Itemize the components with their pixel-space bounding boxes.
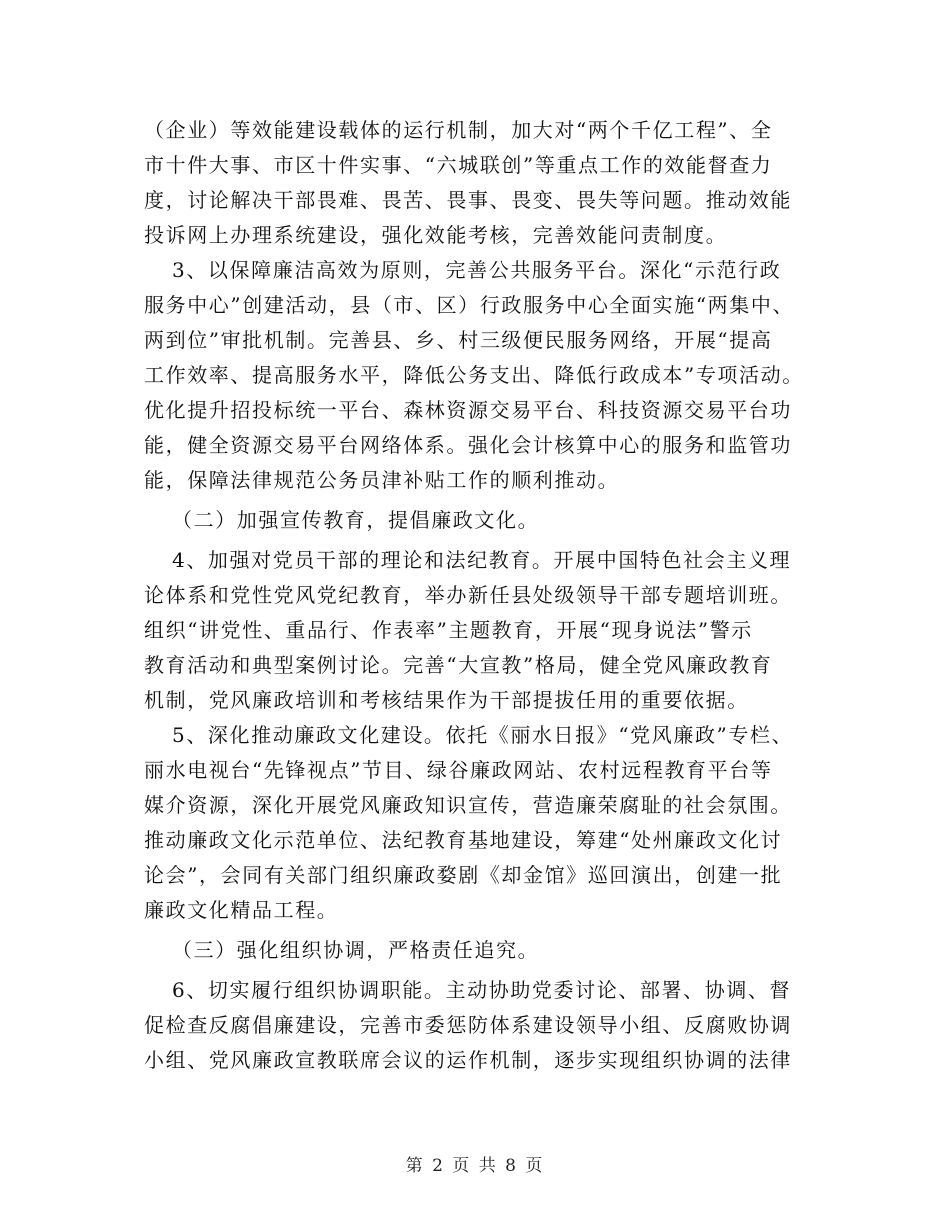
paragraph-line: 论体系和党性党风党纪教育，举办新任县处级领导干部专题培训班。 bbox=[144, 583, 792, 607]
paragraph-line: 丽水电视台“先锋视点”节目、绿谷廉政网站、农村远程教育平台等 bbox=[144, 758, 773, 782]
paragraph-line: 服务中心”创建活动，县（市、区）行政服务中心全面实施“两集中、 bbox=[144, 293, 795, 317]
paragraph-line: 促检查反腐倡廉建设，完善市委惩防体系建设领导小组、反腐败协调 bbox=[144, 1013, 792, 1037]
paragraph-line: 能，保障法律规范公务员津补贴工作的顺利推动。 bbox=[144, 468, 620, 492]
paragraph-line: 小组、党风廉政宣教联席会议的运作机制，逐步实现组织协调的法律 bbox=[144, 1048, 792, 1072]
section-heading: （二）加强宣传教育，提倡廉政文化。 bbox=[172, 508, 540, 532]
paragraph-line: 机制，党风廉政培训和考核结果作为干部提拔任用的重要依据。 bbox=[144, 688, 749, 712]
page-number-footer: 第 2 页 共 8 页 bbox=[405, 1156, 545, 1176]
paragraph-line: 廉政文化精品工程。 bbox=[144, 898, 339, 922]
paragraph-line: 媒介资源，深化开展党风廉政知识宣传，营造廉荣腐耻的社会氛围。 bbox=[144, 793, 792, 817]
paragraph-line: 5、深化推动廉政文化建设。依托《丽水日报》“党风廉政”专栏、 bbox=[172, 723, 794, 747]
paragraph-line: 推动廉政文化示范单位、法纪教育基地建设，筹建“处州廉政文化讨 bbox=[144, 828, 783, 852]
paragraph-line: 教育活动和典型案例讨论。完善“大宣教”格局，健全党风廉政教育 bbox=[144, 653, 773, 677]
paragraph-line: 度，讨论解决干部畏难、畏苦、畏事、畏变、畏失等问题。推动效能 bbox=[144, 188, 792, 212]
paragraph-line: 两到位”审批机制。完善县、乡、村三级便民服务网络，开展“提高 bbox=[144, 328, 773, 352]
paragraph-line: 投诉网上办理系统建设，强化效能考核，完善效能问责制度。 bbox=[144, 223, 728, 247]
paragraph-line: 6、切实履行组织协调职能。主动协助党委讨论、部署、协调、督 bbox=[172, 978, 792, 1002]
paragraph-line: （企业）等效能建设载体的运行机制，加大对“两个千亿工程”、全 bbox=[144, 118, 773, 142]
paragraph-line: 工作效率、提高服务水平，降低公务支出、降低行政成本”专项活动。 bbox=[144, 363, 804, 387]
section-heading: （三）强化组织协调，严格责任追究。 bbox=[172, 938, 540, 962]
paragraph-line: 优化提升招投标统一平台、森林资源交易平台、科技资源交易平台功 bbox=[144, 398, 792, 422]
paragraph-line: 能，健全资源交易平台网络体系。强化会计核算中心的服务和监管功 bbox=[144, 433, 792, 457]
paragraph-line: 4、加强对党员干部的理论和法纪教育。开展中国特色社会主义理 bbox=[172, 548, 792, 572]
paragraph-line: 3、以保障廉洁高效为原则，完善公共服务平台。深化“示范行政 bbox=[172, 258, 782, 282]
paragraph-line: 组织“讲党性、重品行、作表率”主题教育，开展“现身说法”警示 bbox=[144, 618, 753, 642]
paragraph-line: 论会”，会同有关部门组织廉政婺剧《却金馆》巡回演出，创建一批 bbox=[144, 863, 783, 887]
paragraph-line: 市十件大事、市区十件实事、“六城联创”等重点工作的效能督查力 bbox=[144, 153, 773, 177]
